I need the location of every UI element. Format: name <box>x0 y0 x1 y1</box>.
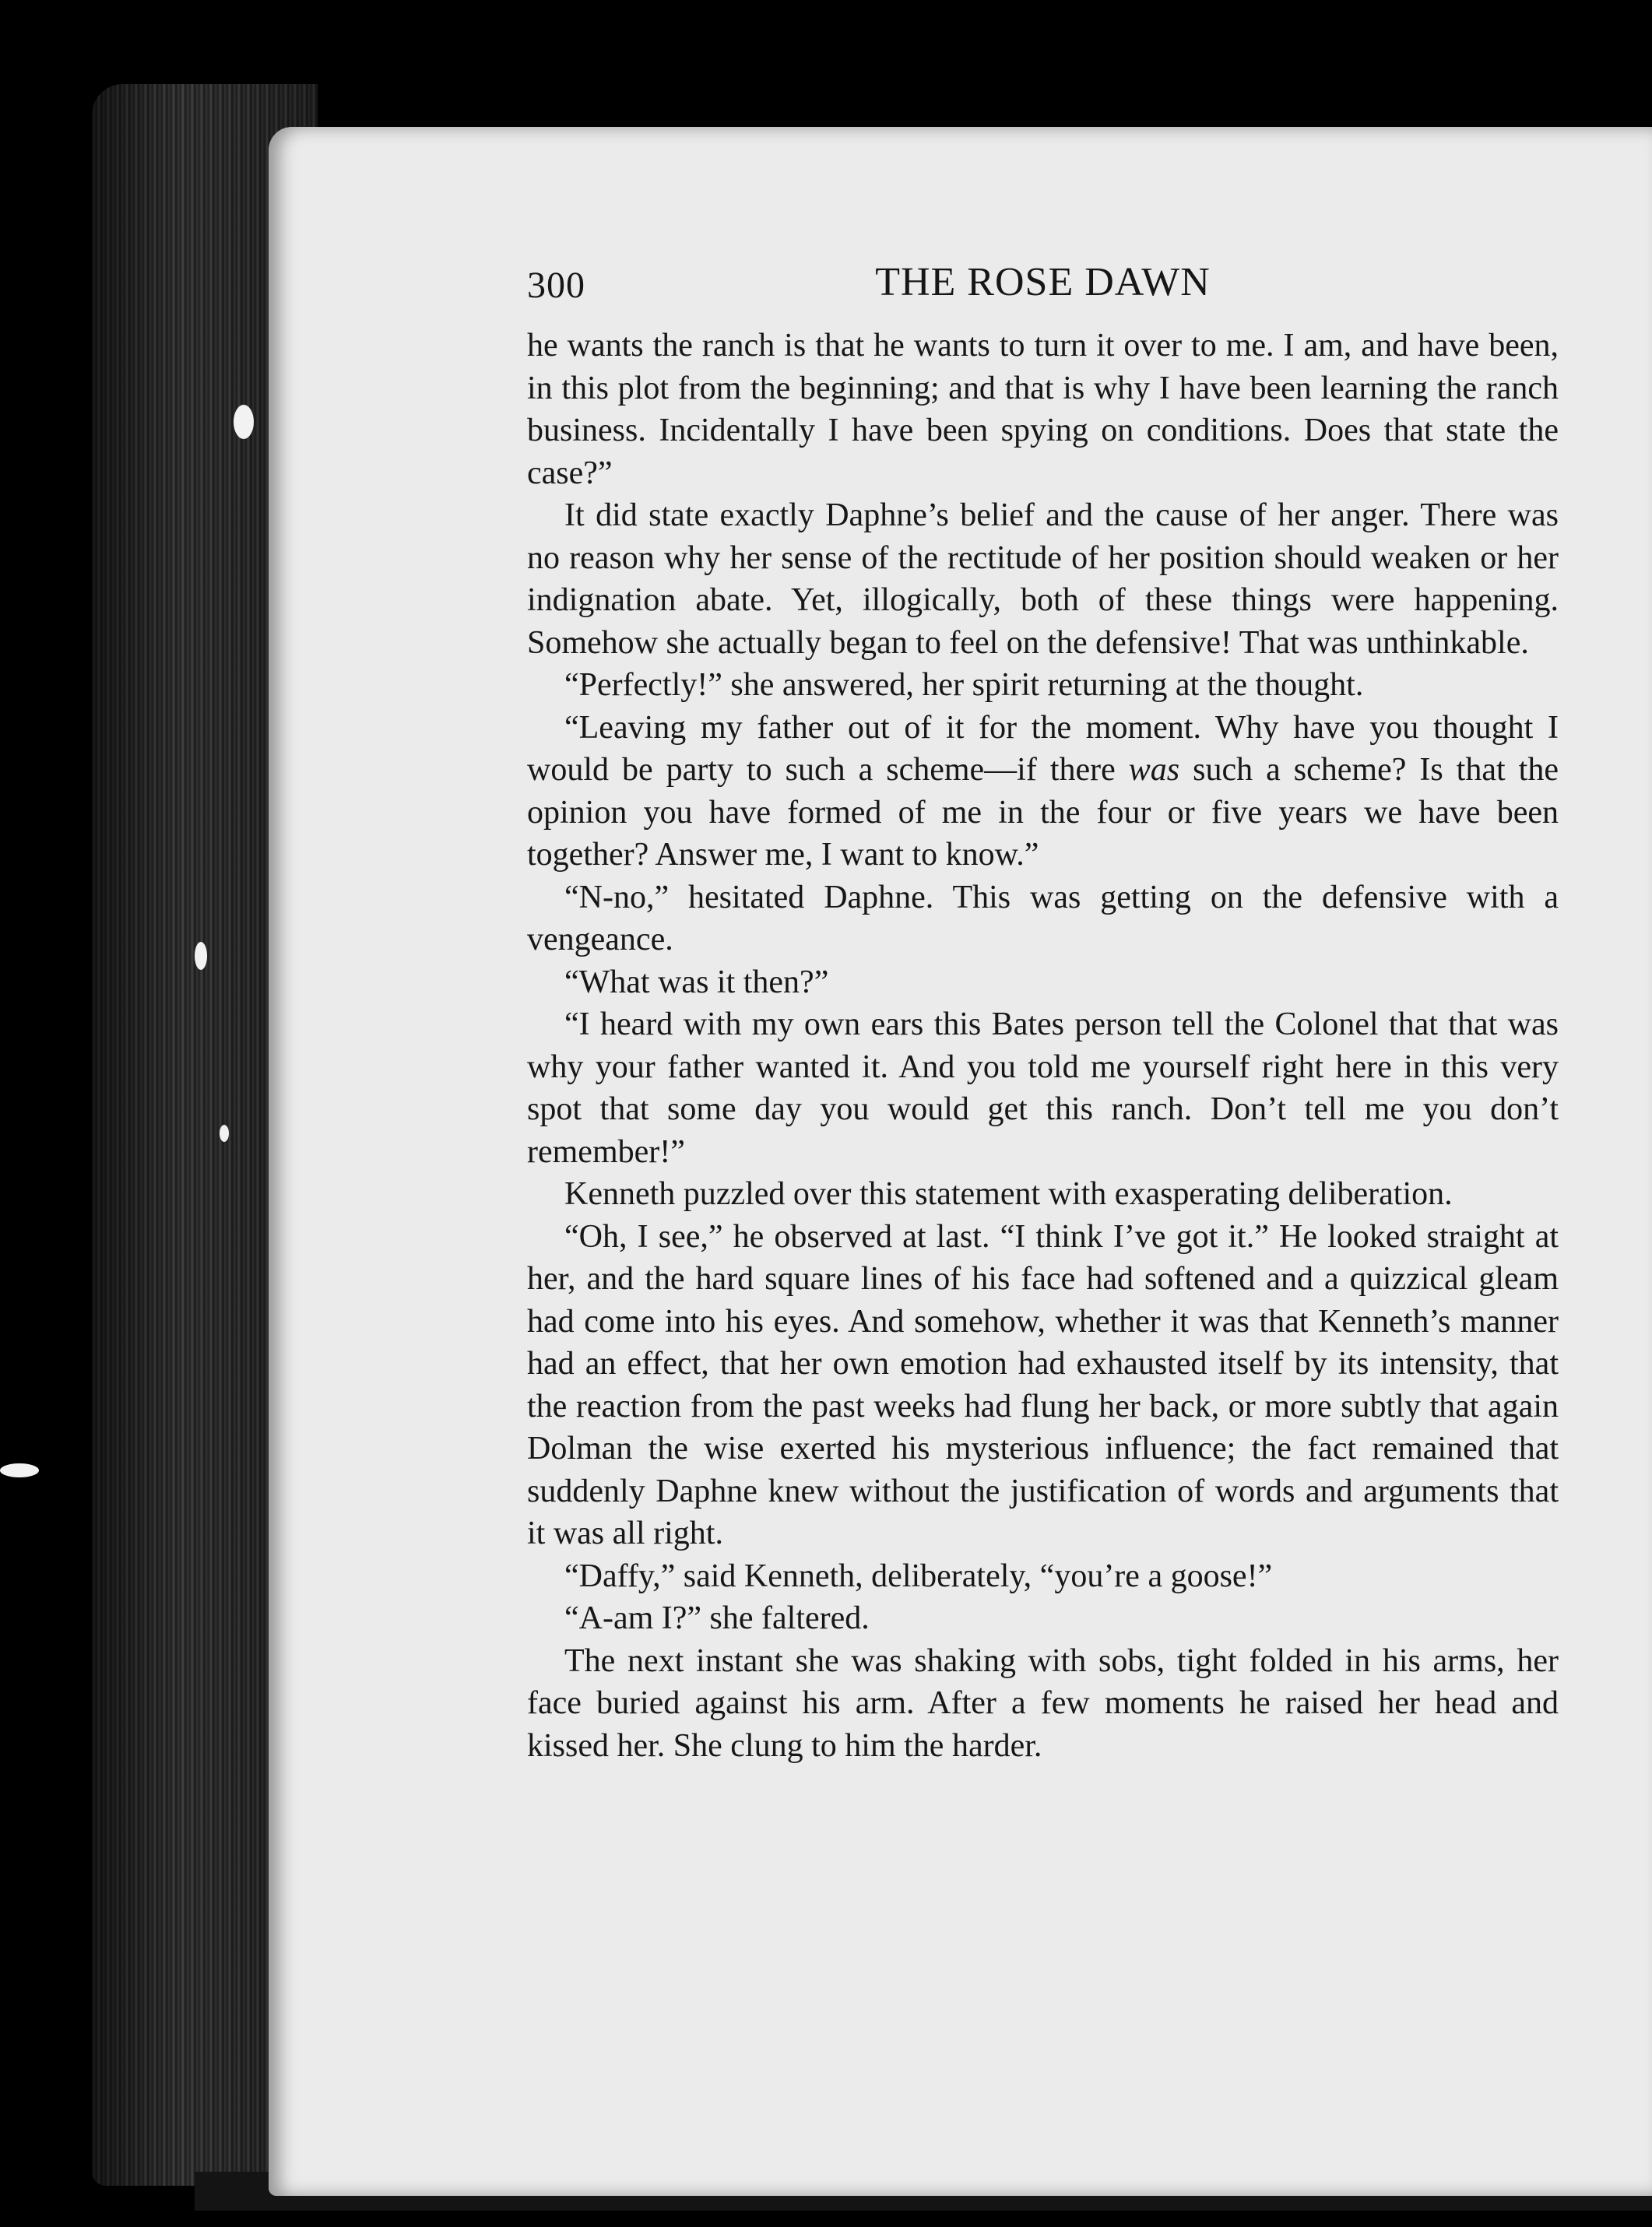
page-content <box>527 253 1559 1767</box>
paragraph <box>527 707 1559 876</box>
scan-speck <box>234 405 254 439</box>
scan-speck <box>195 942 207 970</box>
paragraph: “A-am I?” she faltered. <box>564 1600 870 1636</box>
page-header <box>527 253 1559 325</box>
scan-speck <box>220 1125 229 1142</box>
paragraph-text: “Leaving my father out of it for the moment. Why have you thought I would be party to such a scheme—if there <box>527 709 1559 788</box>
paragraph: “What was it then?” <box>564 964 829 1000</box>
paragraph: “I heard with my own ears this Bates person tell the Colonel that that was why your father wanted it. And you told me yourself right here in this very spot that some day you would get this ranch. Don’t tell me you don’t remember!” <box>527 1006 1559 1170</box>
paragraph: The next instant she was shaking with sobs, tight folded in his arms, her face buried against his arm. After a few moments he raised her head and kissed her. She clung to him the harder. <box>527 1642 1559 1764</box>
scan-speck <box>0 1463 39 1477</box>
paragraph-text: such a scheme? Is that the opinion you have formed of me in the four or five years we have been together? Answer me, I want to know.” <box>527 752 1559 873</box>
paragraph: It did state exactly Daphne’s belief and the cause of her anger. There was no reason why her sense of the rectitude of her position should weaken or her indignation abate. Yet, illogically, both of these things were happening. Somehow she actually began to feel on the defensive! That was unthinkable. <box>527 497 1559 661</box>
paragraph: Kenneth puzzled over this statement with exasperating deliberation. <box>564 1176 1453 1212</box>
italic-text: was <box>1128 752 1180 788</box>
page-number: 300 <box>527 265 585 306</box>
paragraph: “Oh, I see,” he observed at last. “I think I’ve got it.” He looked straight at her, and the hard square lines of his face had softened and a quizzical gleam had come into his eyes. And somehow, whether it was that Kenneth’s manner had an effect, that her own emotion had exhausted itself by its intensity, that the reaction from the past weeks had flung her back, or more subtly that again Dolman the wise exerted his mysterious influence; the fact remained that suddenly Daphne knew without the justification of words and arguments that it was all right. <box>527 1218 1559 1551</box>
paragraph: “N-no,” hesitated Daphne. This was getting on the defensive with a vengeance. <box>527 879 1559 957</box>
paragraph: “Daffy,” said Kenneth, deliberately, “you’re a goose!” <box>564 1558 1273 1594</box>
body-text <box>527 325 1559 1767</box>
book-page <box>269 127 1652 2196</box>
paragraph: he wants the ranch is that he wants to turn it over to me. I am, and have been, in this plot from the beginning; and that is why I have been learning the ranch business. Incidentally I have been spying on conditions. Does that state the case?” <box>527 328 1559 491</box>
paragraph: “Perfectly!” she answered, her spirit returning at the thought. <box>564 667 1364 703</box>
running-title: THE ROSE DAWN <box>875 260 1211 304</box>
